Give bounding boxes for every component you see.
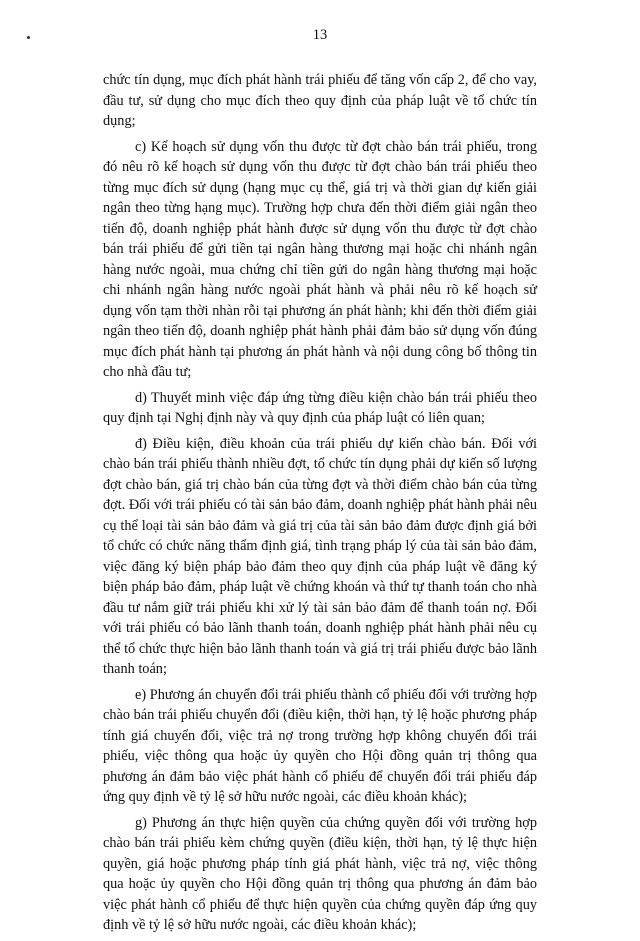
paragraph-dd: đ) Điều kiện, điều khoản của trái phiếu dự kiến chào bán. Đối với chào bán trái phiếu thành nhiều đợt, tổ chức tín dụng phải dự kiến số lượng đợt chào bán, giá trị chào bán của từng đợt và thời điểm chào bán của từng đợt. Đối với trái phiếu có tài sản bảo đảm, doanh nghiệp phát hành phải nêu cụ thể loại tài sản bảo đảm và giá trị của tài sản bảo đảm được định giá bởi tổ chức có chức năng thẩm định giá, tình trạng pháp lý của tài sản bảo đảm, việc đăng ký biện pháp bảo đảm theo quy định của pháp luật về đăng ký biện pháp bảo đảm, pháp luật về chứng khoán và thứ tự thanh toán cho nhà đầu tư nắm giữ trái phiếu khi xử lý tài sản bảo đảm để thanh toán nợ. Đối với trái phiếu có bảo lãnh thanh toán, doanh nghiệp phát hành phải nêu cụ thể tổ chức thực hiện bảo lãnh thanh toán và giá trị trái phiếu được bảo lãnh thanh toán; <box>103 435 537 677</box>
page-number: 13 <box>312 27 328 43</box>
paragraph-d: d) Thuyết minh việc đáp ứng từng điều kiện chào bán trái phiếu theo quy định tại Nghị định này và quy định của pháp luật có liên quan; <box>103 389 537 426</box>
paragraph-c: c) Kế hoạch sử dụng vốn thu được từ đợt chào bán trái phiếu, trong đó nêu rõ kế hoạch sử dụng vốn thu được từ đợt chào bán trái phiếu theo từng mục đích sử dụng (hạng mục cụ thể, giá trị và thời gian dự kiến giải ngân theo từng hạng mục). Trường hợp chưa đến thời điểm giải ngân theo tiến độ, doanh nghiệp phát hành được sử dụng vốn thu được từ đợt chào bán trái phiếu để gửi tiền tại ngân hàng thương mại hoặc chi nhánh ngân hàng nước ngoài, mua chứng chỉ tiền gửi do ngân hàng thương mại hoặc chi nhánh ngân hàng nước ngoài phát hành và phải nêu rõ kế hoạch sử dụng vốn tạm thời nhàn rỗi tại phương án phát hành; khi đến thời điểm giải ngân theo tiến độ, doanh nghiệp phát hành phải đảm bảo sử dụng vốn đúng mục đích phát hành tại phương án phát hành và nội dung công bố thông tin cho nhà đầu tư; <box>103 138 537 380</box>
document-body <box>103 70 537 941</box>
paragraph-continuation: chức tín dụng, mục đích phát hành trái phiếu để tăng vốn cấp 2, để cho vay, đầu tư, sử dụng cho mục đích theo quy định của pháp luật về tổ chức tín dụng; <box>103 72 537 129</box>
paragraph-g: g) Phương án thực hiện quyền của chứng quyền đối với trường hợp chào bán trái phiếu kèm chứng quyền (điều kiện, thời hạn, tỷ lệ thực hiện quyền, giá hoặc phương pháp tính giá phát hành, việc trả nợ, việc thông qua hoặc ủy quyền cho Hội đồng quản trị thông qua phương án đảm bảo việc phát hành cổ phiếu để thực hiện quyền của chứng quyền đáp ứng quy định về tỷ lệ sở hữu nước ngoài, các điều khoản khác); <box>103 814 537 933</box>
paragraph-e: e) Phương án chuyển đổi trái phiếu thành cổ phiếu đối với trường hợp chào bán trái phiếu chuyển đổi (điều kiện, thời hạn, tỷ lệ hoặc phương pháp tính giá chuyển đổi, việc trả nợ trong trường hợp không chuyển đổi trái phiếu, việc thông qua hoặc ủy quyền cho Hội đồng quản trị thông qua phương án đảm bảo việc phát hành cổ phiếu để chuyển đổi trái phiếu đáp ứng quy định về tỷ lệ sở hữu nước ngoài, các điều khoản khác); <box>103 686 537 805</box>
